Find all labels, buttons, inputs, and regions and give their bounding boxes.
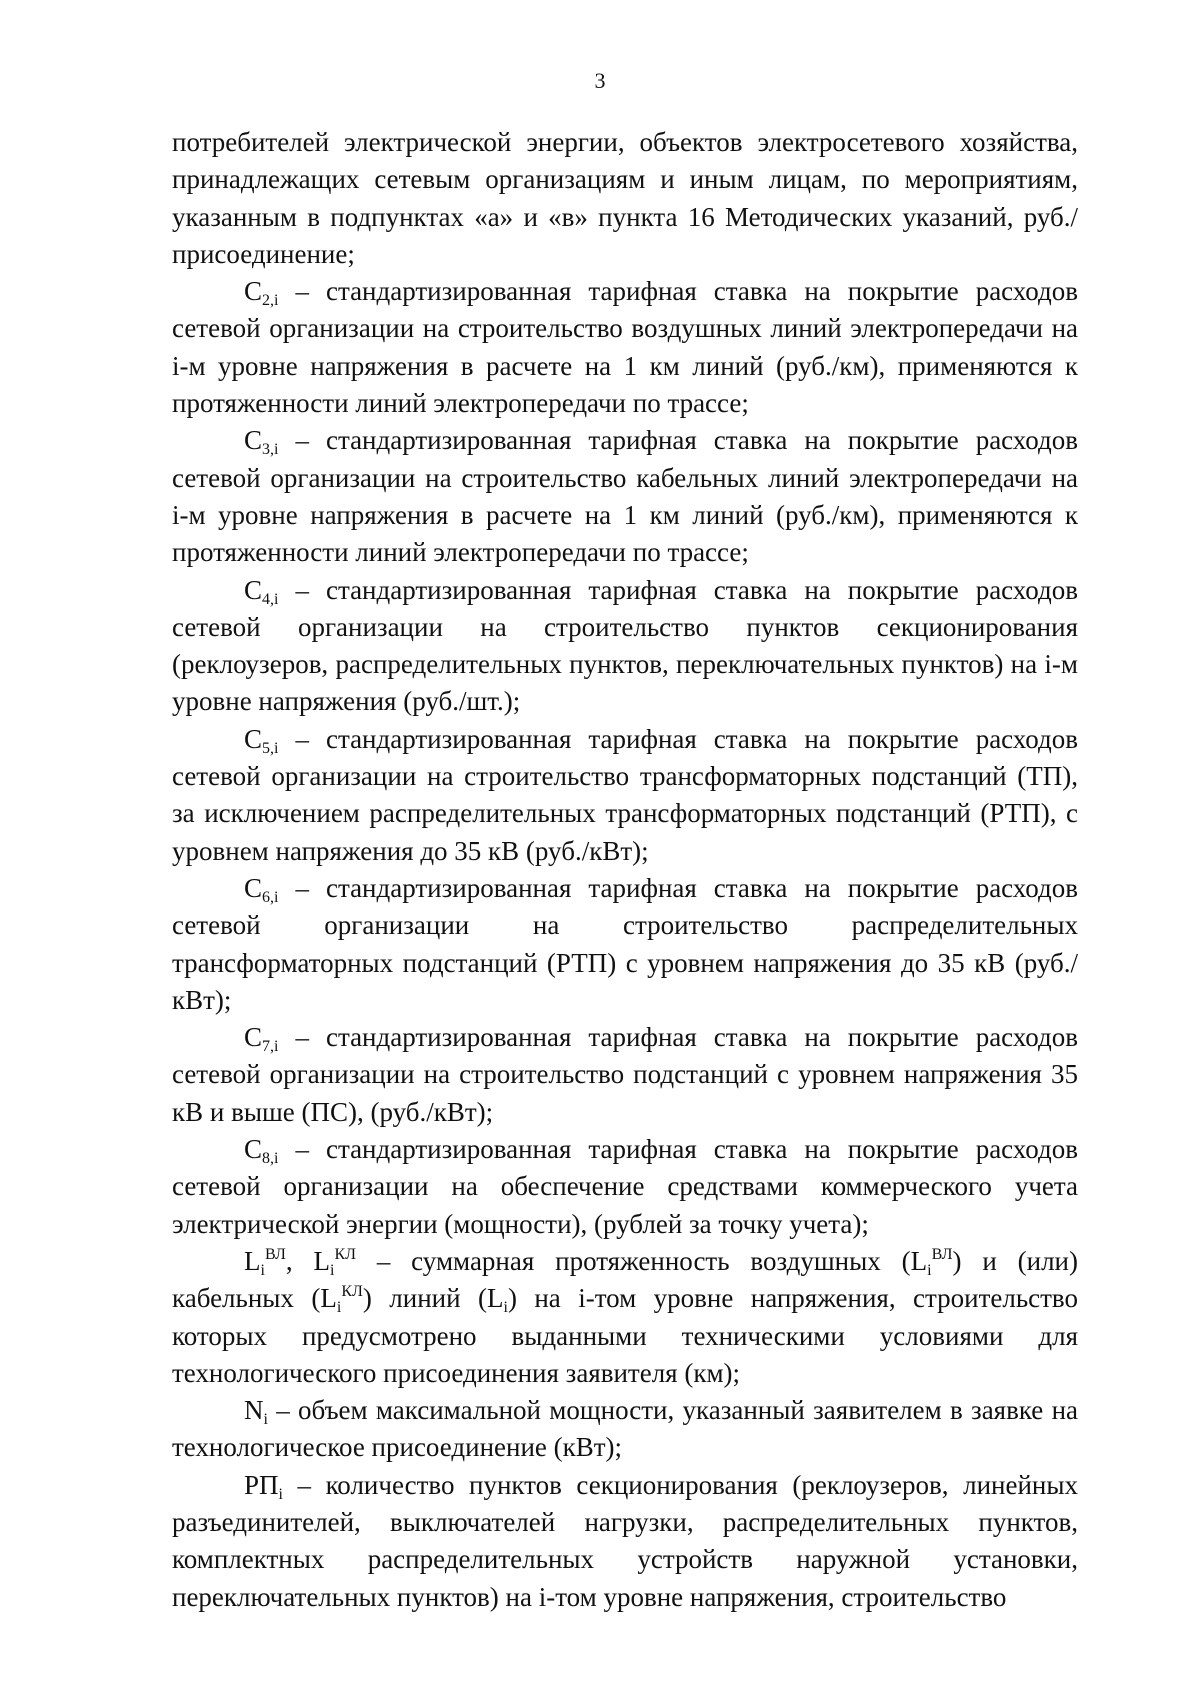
symbol: C: [244, 723, 263, 754]
symbol-index: 3,i: [262, 441, 279, 459]
symbol: C: [244, 1134, 263, 1165]
symbol-superscript: ВЛ: [931, 1245, 953, 1263]
definition-c3: [172, 422, 1078, 571]
definition-text: – стандартизированная тарифная ставка на покрытие расходов сетевой организации на строительство пунктов секционирования (реклоузеров, распределительных пунктов, переключательных пунктов) на i-м уровне напряжения (руб./шт.);: [172, 574, 1078, 717]
definition-text: ) и (или) кабельных (: [172, 1245, 1078, 1314]
symbol: L: [244, 1245, 261, 1276]
symbol: C: [244, 1022, 263, 1053]
symbol: L: [910, 1245, 928, 1276]
definition-text: ) линий (: [362, 1283, 487, 1314]
symbol-index: i: [278, 1485, 283, 1503]
symbol: L: [313, 1245, 330, 1276]
definition-text: – суммарная протяженность воздушных (: [355, 1245, 911, 1276]
definition-text: – объем максимальной мощности, указанный заявителем в заявке на технологическое присоединение (кВт);: [172, 1395, 1078, 1463]
definition-text: – стандартизированная тарифная ставка на покрытие расходов сетевой организации на строительство подстанций с уровнем напряжения 35 кВ и выше (ПС), (руб./кВт);: [172, 1022, 1078, 1127]
symbol-index: 6,i: [262, 888, 279, 906]
definition-text: – стандартизированная тарифная ставка на покрытие расходов сетевой организации на строительство трансформаторных подстанций (ТП), за исключением распределительных трансформаторных подстанций (РТП), с уровнем напряжения до 35 кВ (руб./кВт);: [172, 723, 1078, 866]
symbol-index: i: [263, 1411, 268, 1429]
symbol-superscript: КЛ: [334, 1245, 356, 1263]
symbol-index: 7,i: [262, 1038, 279, 1056]
symbol: C: [244, 425, 263, 456]
definition-text: – стандартизированная тарифная ставка на покрытие расходов сетевой организации на обеспечение средствами коммерческого учета электрической энергии (мощности), (рублей за точку учета);: [172, 1134, 1078, 1239]
symbol: N: [244, 1395, 264, 1426]
symbol-superscript: КЛ: [341, 1283, 363, 1301]
document-body: [172, 124, 1078, 1616]
symbol-index: i: [329, 1261, 335, 1279]
definition-c4: [172, 572, 1078, 721]
definition-c7: [172, 1019, 1078, 1131]
symbol-index: 8,i: [262, 1150, 279, 1168]
page-number: 3: [594, 68, 606, 93]
symbol-index: 5,i: [262, 739, 279, 757]
symbol-index: i: [336, 1299, 342, 1317]
definition-c5: [172, 721, 1078, 870]
definition-rpi: [172, 1467, 1078, 1616]
definition-ni: [172, 1392, 1078, 1467]
symbol: L: [320, 1283, 337, 1314]
definition-c2: [172, 273, 1078, 422]
definition-c6: [172, 870, 1078, 1019]
definition-text: – количество пунктов секционирования (реклоузеров, линейных разъединителей, выключателей нагрузки, распределительных пунктов, комплектных распределительных устройств наружной установки, переключательных пунктов) на i-том уровне напряжения, строительство: [172, 1469, 1078, 1612]
definition-c8: [172, 1131, 1078, 1243]
symbol-index: i: [503, 1299, 508, 1317]
definition-text: ) на i-том уровне напряжения, строительство которых предусмотрено выданными техническими условиями для технологического присоединения заявителя (км);: [172, 1283, 1078, 1388]
symbol: L: [486, 1283, 504, 1314]
symbol-index: 2,i: [262, 292, 279, 310]
definition-text: – стандартизированная тарифная ставка на покрытие расходов сетевой организации на строительство распределительных трансформаторных подстанций (РТП) с уровнем напряжения до 35 кВ (руб./кВт);: [172, 872, 1078, 1015]
symbol: РП: [244, 1469, 279, 1500]
separator: ,: [285, 1245, 314, 1276]
symbol-index: 4,i: [262, 590, 279, 608]
continuation-paragraph: потребителей электрической энергии, объектов электросетевого хозяйства, принадлежащих сетевым организациям и иным лицам, по мероприятиям, указанным в подпунктах «а» и «в» пункта 16 Методических указаний, руб./присоединение;: [172, 127, 1078, 269]
symbol-superscript: ВЛ: [264, 1245, 286, 1263]
symbol-index: i: [260, 1261, 265, 1279]
definition-text: – стандартизированная тарифная ставка на покрытие расходов сетевой организации на строительство кабельных линий электропередачи на i-м уровне напряжения в расчете на 1 км линий (руб./км), применяются к протяженности линий электропередачи по трассе;: [172, 425, 1078, 568]
symbol-index: i: [927, 1261, 932, 1279]
definition-li: [172, 1243, 1078, 1392]
definition-text: – стандартизированная тарифная ставка на покрытие расходов сетевой организации на строительство воздушных линий электропередачи на i-м уровне напряжения в расчете на 1 км линий (руб./км), применяются к протяженности линий электропередачи по трассе;: [172, 276, 1078, 419]
symbol: C: [244, 574, 263, 605]
symbol: C: [244, 872, 263, 903]
symbol: C: [244, 276, 263, 307]
